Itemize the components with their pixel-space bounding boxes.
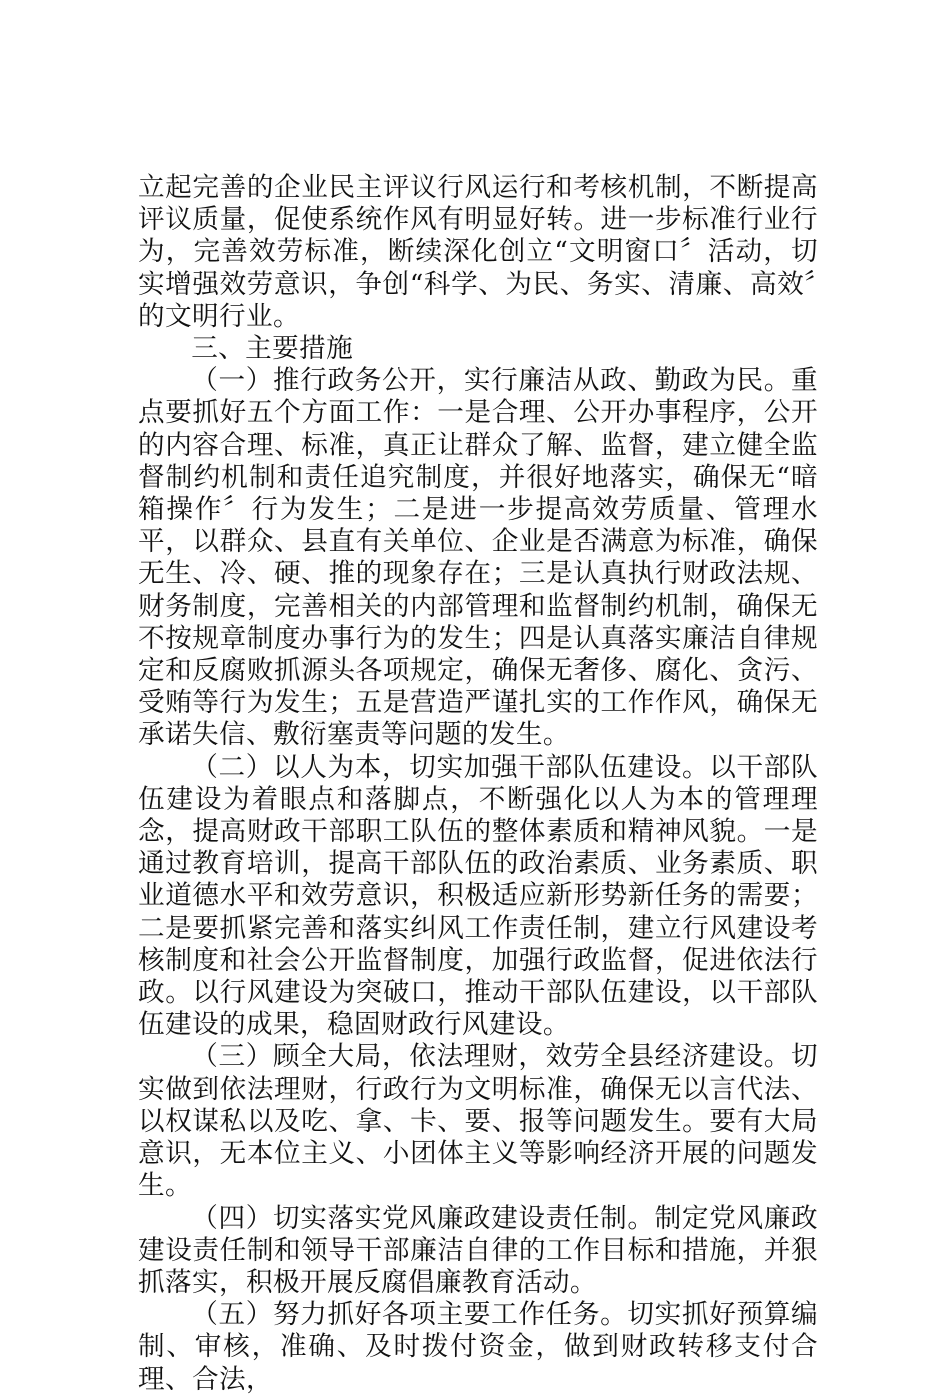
paragraph-measure-5: （五）努力抓好各项主要工作任务。切实抓好预算编制、审核，准确、及时拨付资金，做到财政转移支付合理、合法， [138,1299,818,1395]
paragraph-measure-2: （二）以人为本，切实加强干部队伍建设。以干部队伍建设为着眼点和落脚点，不断强化以人为本的管理理念，提高财政干部职工队伍的整体素质和精神风貌。一是通过教育培训，提高干部队伍的政治素质、业务素质、职业道德水平和效劳意识，积极适应新形势新任务的需要；二是要抓紧完善和落实纠风工作责任制，建立行风建设考核制度和社会公开监督制度，加强行政监督，促进依法行政。以行风建设为突破口，推动干部队伍建设，以干部队伍建设的成果，稳固财政行风建设。 [138,751,818,1041]
paragraph-measure-3: （三）顾全大局，依法理财，效劳全县经济建设。切实做到依法理财，行政行为文明标准，确保无以言代法、以权谋私以及吃、拿、卡、要、报等问题发生。要有大局意识，无本位主义、小团体主义等影响经济开展的问题发生。 [138,1041,818,1202]
paragraph-measure-1: （一）推行政务公开，实行廉洁从政、勤政为民。重点要抓好五个方面工作：一是合理、公开办事程序，公开的内容合理、标准，真正让群众了解、监督，建立健全监督制约机制和责任追究制度，并很好地落实，确保无“暗箱操作〞行为发生；二是进一步提高效劳质量、管理水平，以群众、县直有关单位、企业是否满意为标准，确保无生、冷、硬、推的现象存在；三是认真执行财政法规、财务制度，完善相关的内部管理和监督制约机制，确保无不按规章制度办事行为的发生；四是认真落实廉洁自律规定和反腐败抓源头各项规定，确保无奢侈、腐化、贪污、受贿等行为发生；五是营造严谨扎实的工作作风，确保无承诺失信、敷衍塞责等问题的发生。 [138,365,818,751]
document-body [138,172,818,1396]
paragraph-continuation: 立起完善的企业民主评议行风运行和考核机制，不断提高评议质量，促使系统作风有明显好转。进一步标准行业行为，完善效劳标准，断续深化创立“文明窗口〞活动，切实增强效劳意识，争创“科学、为民、务实、清廉、高效〞的文明行业。 [138,172,818,332]
section-heading-measures: 三、主要措施 [191,333,354,365]
paragraph-measure-4: （四）切实落实党风廉政建设责任制。制定党风廉政建设责任制和领导干部廉洁自律的工作目标和措施，并狠抓落实，积极开展反腐倡廉教育活动。 [138,1202,818,1298]
